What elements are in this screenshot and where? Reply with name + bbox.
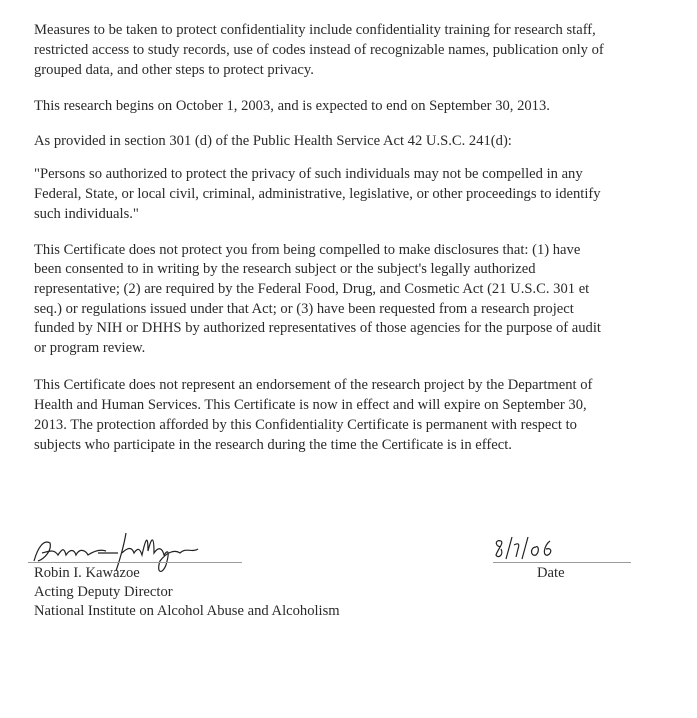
paragraph-exceptions-line-2: been consented to in writing by the research subject or the subject's legally authorized [34,261,536,277]
paragraph-exceptions-line-4: seq.) or regulations issued under that Act; or (3) have been requested from a research project [34,301,574,317]
paragraph-exceptions-line-1: This Certificate does not protect you from being compelled to make disclosures that: (1) have [34,242,581,258]
paragraph-exceptions-line-5: funded by NIH or DHHS by authorized representatives of those agencies for the purpose of audit [34,320,601,336]
signer-name: Robin I. Kawazoe [34,565,140,581]
date-label: Date [537,565,565,581]
paragraph-measures-line-1: Measures to be taken to protect confidentiality include confidentiality training for research staff, [34,22,596,38]
signer-title: Acting Deputy Director [34,584,173,600]
quote-line-3: such individuals." [34,206,139,222]
quote-line-2: Federal, State, or local civil, criminal, administrative, legislative, or other proceedings to identify [34,186,601,202]
date-line [493,562,631,563]
signature-line [28,562,242,563]
paragraph-endorsement-line-2: Health and Human Services. This Certificate is now in effect and will expire on September 30, [34,397,587,413]
paragraph-exceptions-line-6: or program review. [34,340,146,356]
paragraph-endorsement-line-3: 2013. The protection afforded by this Confidentiality Certificate is permanent with respect to [34,417,577,433]
paragraph-dates: This research begins on October 1, 2003, and is expected to end on September 30, 2013. [34,98,550,114]
paragraph-exceptions-line-3: representative; (2) are required by the Federal Food, Drug, and Cosmetic Act (21 U.S.C. 301 et [34,281,590,297]
paragraph-statute: As provided in section 301 (d) of the Public Health Service Act 42 U.S.C. 241(d): [34,133,512,149]
quote-line-1: "Persons so authorized to protect the privacy of such individuals may not be compelled in any [34,166,583,182]
handwritten-date [492,533,572,563]
paragraph-endorsement-line-1: This Certificate does not represent an endorsement of the research project by the Department of [34,377,593,393]
signer-institute: National Institute on Alcohol Abuse and Alcoholism [34,603,340,619]
paragraph-measures-line-3: grouped data, and other steps to protect privacy. [34,62,314,78]
paragraph-endorsement-line-4: subjects who participate in the research during the time the Certificate is in effect. [34,437,512,453]
paragraph-measures-line-2: restricted access to study records, use of codes instead of recognizable names, publication only of [34,42,604,58]
